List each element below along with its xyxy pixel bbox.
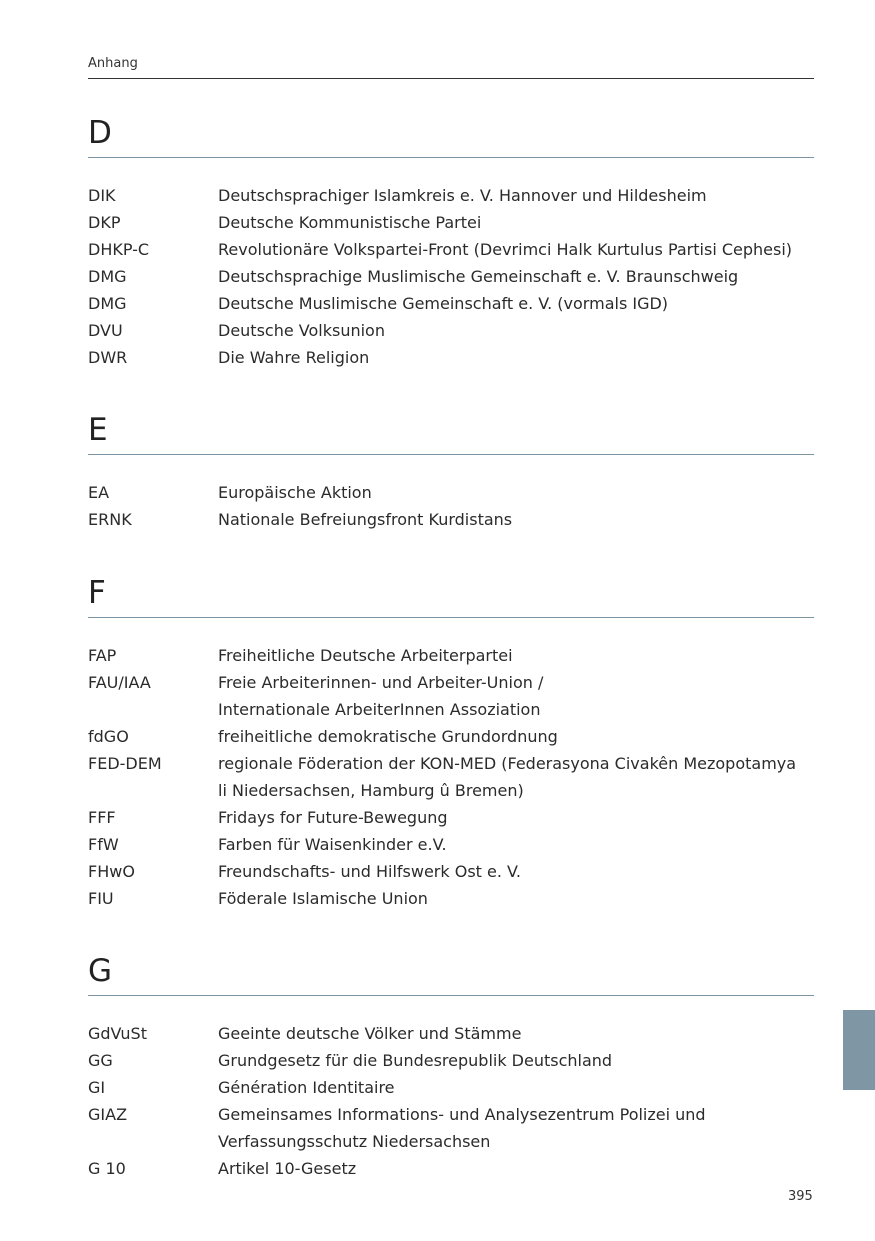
- abbreviation: DKP: [88, 213, 121, 232]
- entry-list: [88, 642, 814, 912]
- abbreviation-entry: [88, 723, 814, 750]
- abbreviation: ERNK: [88, 510, 132, 529]
- abbreviation: fdGO: [88, 727, 129, 746]
- definition-line: Deutsche Muslimische Gemeinschaft e. V. (vormals IGD): [218, 294, 669, 313]
- abbreviation-entry: [88, 642, 814, 669]
- definition-line: freiheitliche demokratische Grundordnung: [218, 727, 558, 746]
- abbreviation: DHKP-C: [88, 240, 150, 259]
- definition: [218, 1155, 814, 1182]
- abbreviation-entry: [88, 344, 814, 371]
- definition-line: Freundschafts- und Hilfswerk Ost e. V.: [218, 862, 521, 881]
- section-d: [88, 114, 814, 371]
- section-g: [88, 952, 814, 1182]
- definition: [218, 344, 814, 371]
- definition-line: Internationale ArbeiterInnen Assoziation: [218, 700, 541, 719]
- abbreviation: GG: [88, 1051, 113, 1070]
- abbreviation: FfW: [88, 835, 119, 854]
- definition: [218, 831, 814, 858]
- section-rule: [88, 617, 814, 618]
- section-letter: D: [88, 115, 112, 151]
- definition-line: Deutschsprachiger Islamkreis e. V. Hannover und Hildesheim: [218, 186, 707, 205]
- abbreviation: DIK: [88, 186, 116, 205]
- definition-line: Freie Arbeiterinnen- und Arbeiter-Union /: [218, 673, 544, 692]
- abbreviation-entry: [88, 858, 814, 885]
- definition: [218, 669, 814, 723]
- abbreviation-entry: [88, 209, 814, 236]
- running-header: Anhang: [88, 56, 138, 71]
- definition: [218, 209, 814, 236]
- definition-line: Gemeinsames Informations- und Analysezentrum Polizei und: [218, 1105, 706, 1124]
- abbreviation: FAP: [88, 646, 117, 665]
- definition: [218, 804, 814, 831]
- abbreviation-entry: [88, 506, 814, 533]
- abbreviation-entry: [88, 290, 814, 317]
- entry-list: [88, 479, 814, 533]
- abbreviation: G 10: [88, 1159, 126, 1178]
- definition: [218, 479, 814, 506]
- definition-line: Geeinte deutsche Völker und Stämme: [218, 1024, 522, 1043]
- section-f: [88, 574, 814, 912]
- definition-line: Europäische Aktion: [218, 483, 372, 502]
- definition: [218, 1101, 814, 1155]
- definition: [218, 1047, 814, 1074]
- abbreviation-entry: [88, 1020, 814, 1047]
- abbreviation: EA: [88, 483, 110, 502]
- abbreviation: FFF: [88, 808, 116, 827]
- abbreviation-entry: [88, 479, 814, 506]
- definition-line: Verfassungsschutz Niedersachsen: [218, 1132, 491, 1151]
- abbreviation-entry: [88, 236, 814, 263]
- definition-line: Fridays for Future-Bewegung: [218, 808, 448, 827]
- definition: [218, 236, 814, 263]
- abbreviation-entry: [88, 885, 814, 912]
- abbreviation: FHwO: [88, 862, 135, 881]
- section-rule: [88, 995, 814, 996]
- definition-line: Föderale Islamische Union: [218, 889, 428, 908]
- entry-list: [88, 1020, 814, 1182]
- definition-line: Artikel 10-Gesetz: [218, 1159, 357, 1178]
- abbreviation: GdVuSt: [88, 1024, 147, 1043]
- abbreviation-entry: [88, 263, 814, 290]
- definition-line: Nationale Befreiungsfront Kurdistans: [218, 510, 513, 529]
- abbreviation: DMG: [88, 267, 127, 286]
- definition-line: Deutschsprachige Muslimische Gemeinschaft e. V. Braunschweig: [218, 267, 739, 286]
- definition: [218, 290, 814, 317]
- abbreviation: FIU: [88, 889, 114, 908]
- definition: [218, 1020, 814, 1047]
- abbreviation: GI: [88, 1078, 106, 1097]
- abbreviation: DVU: [88, 321, 123, 340]
- definition-line: Génération Identitaire: [218, 1078, 395, 1097]
- definition-line: Deutsche Volksunion: [218, 321, 385, 340]
- section-rule: [88, 454, 814, 455]
- abbreviation-entry: [88, 182, 814, 209]
- header-rule: [88, 78, 814, 79]
- definition: [218, 858, 814, 885]
- abbreviation-entry: [88, 1101, 814, 1155]
- definition: [218, 317, 814, 344]
- section-e: [88, 411, 814, 533]
- definition-line: li Niedersachsen, Hamburg û Bremen): [218, 781, 524, 800]
- definition: [218, 750, 814, 804]
- abbreviation-entry: [88, 317, 814, 344]
- definition-line: Freiheitliche Deutsche Arbeiterpartei: [218, 646, 513, 665]
- abbreviation-entry: [88, 1155, 814, 1182]
- definition: [218, 1074, 814, 1101]
- definition-line: Farben für Waisenkinder e.V.: [218, 835, 447, 854]
- section-rule: [88, 157, 814, 158]
- abbreviation: FAU/IAA: [88, 673, 151, 692]
- definition: [218, 506, 814, 533]
- page-number: 395: [788, 1189, 813, 1204]
- definition-line: Die Wahre Religion: [218, 348, 370, 367]
- abbreviation: DMG: [88, 294, 127, 313]
- abbreviation-entry: [88, 1047, 814, 1074]
- definition-line: Deutsche Kommunistische Partei: [218, 213, 482, 232]
- abbreviation-entry: [88, 669, 814, 723]
- abbreviation-entry: [88, 1074, 814, 1101]
- definition-line: Revolutionäre Volkspartei-Front (Devrimci Halk Kurtulus Partisi Cephesi): [218, 240, 793, 259]
- definition-line: Grundgesetz für die Bundesrepublik Deutschland: [218, 1051, 613, 1070]
- definition: [218, 263, 814, 290]
- abbreviation: FED-DEM: [88, 754, 162, 773]
- abbreviation: GIAZ: [88, 1105, 128, 1124]
- abbreviation: DWR: [88, 348, 128, 367]
- section-letter: G: [88, 953, 113, 989]
- section-letter: F: [88, 575, 106, 611]
- definition: [218, 182, 814, 209]
- definition-line: regionale Föderation der KON-MED (Federasyona Civakên Mezopotamya: [218, 754, 797, 773]
- abbreviation-entry: [88, 831, 814, 858]
- abbreviation-entry: [88, 750, 814, 804]
- definition: [218, 723, 814, 750]
- entry-list: [88, 182, 814, 371]
- abbreviation-entry: [88, 804, 814, 831]
- definition: [218, 885, 814, 912]
- section-letter: E: [88, 412, 108, 448]
- definition: [218, 642, 814, 669]
- chapter-tab-marker: [843, 1010, 875, 1090]
